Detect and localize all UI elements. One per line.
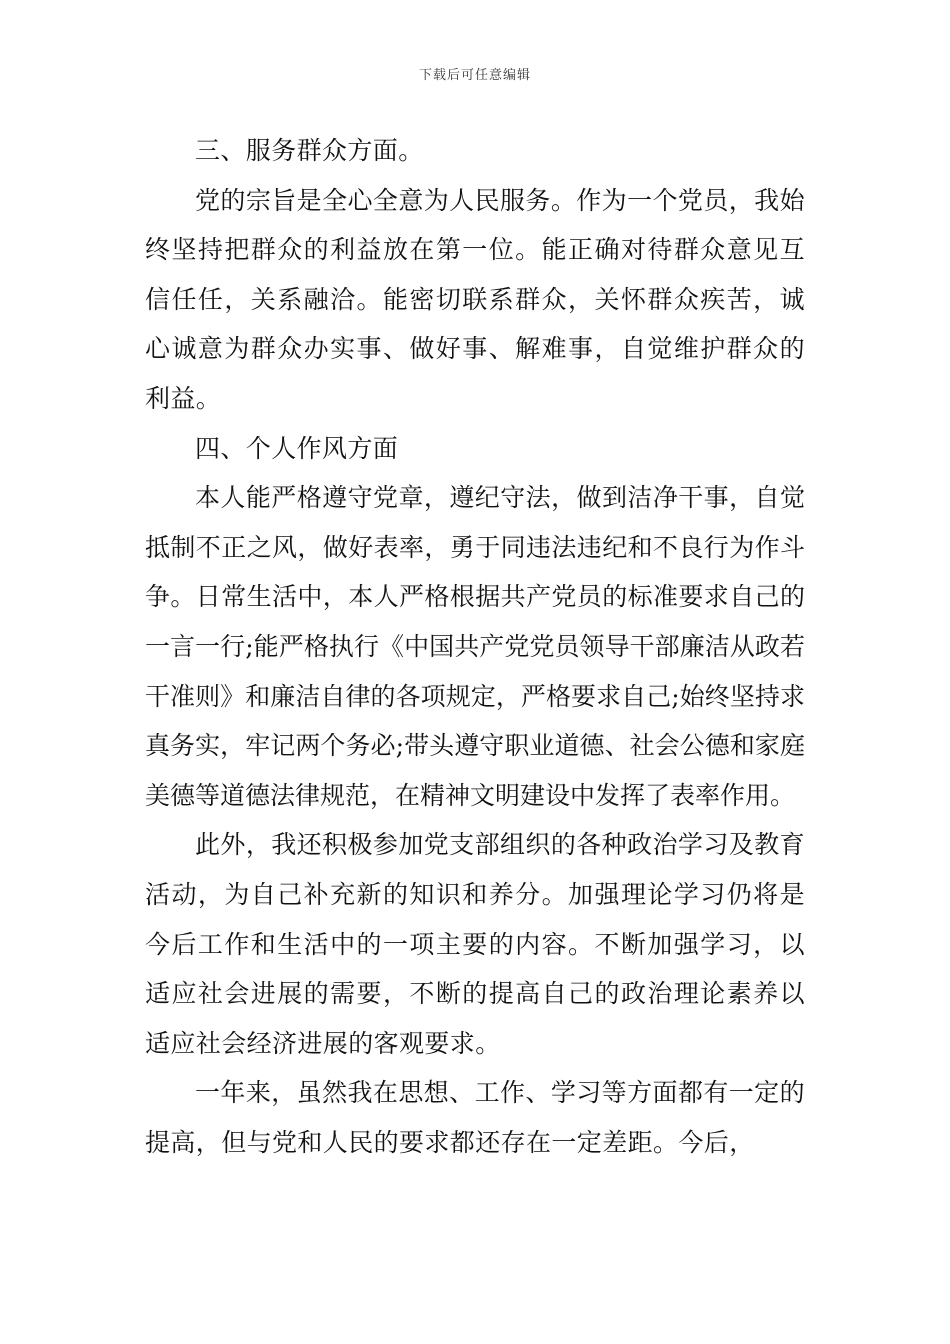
section-heading-service: 三、服务群众方面。 xyxy=(195,136,424,165)
section-heading-style: 四、个人作风方面 xyxy=(195,433,399,463)
paragraph-style: 本人能严格遵守党章，遵纪守法，做到洁净干事，自觉抵制不正之风，做好表率，勇于同违法违纪和不良行为作斗争。日常生活中，本人严格根据共产党员的标准要求自己的一言一行;能严格执行《中国共产党党员领导干部廉洁从政若干准则》和廉洁自律的各项规定，严格要求自己;始终坚持求真务实，牢记两个务必;带头遵守职业道德、社会公德和家庭美德等道德法律规范，在精神文明建设中发挥了表率作用。 xyxy=(145,483,805,810)
document-body xyxy=(145,126,805,1167)
paragraph-summary: 一年来，虽然我在思想、工作、学习等方面都有一定的提高，但与党和人民的要求都还存在一定差距。今后， xyxy=(145,1078,805,1157)
paragraph-service: 党的宗旨是全心全意为人民服务。作为一个党员，我始终坚持把群众的利益放在第一位。能正确对待群众意见互信任任，关系融洽。能密切联系群众，关怀群众疾苦，诚心诚意为群众办实事、做好事、解难事，自觉维护群众的利益。 xyxy=(145,185,805,413)
page-header: 下载后可任意编辑 xyxy=(418,68,531,83)
paragraph-study: 此外，我还积极参加党支部组织的各种政治学习及教育活动，为自己补充新的知识和养分。加强理论学习仍将是今后工作和生活中的一项主要的内容。不断加强学习，以适应社会进展的需要，不断的提高自己的政治理论素养以适应社会经济进展的客观要求。 xyxy=(145,830,805,1058)
